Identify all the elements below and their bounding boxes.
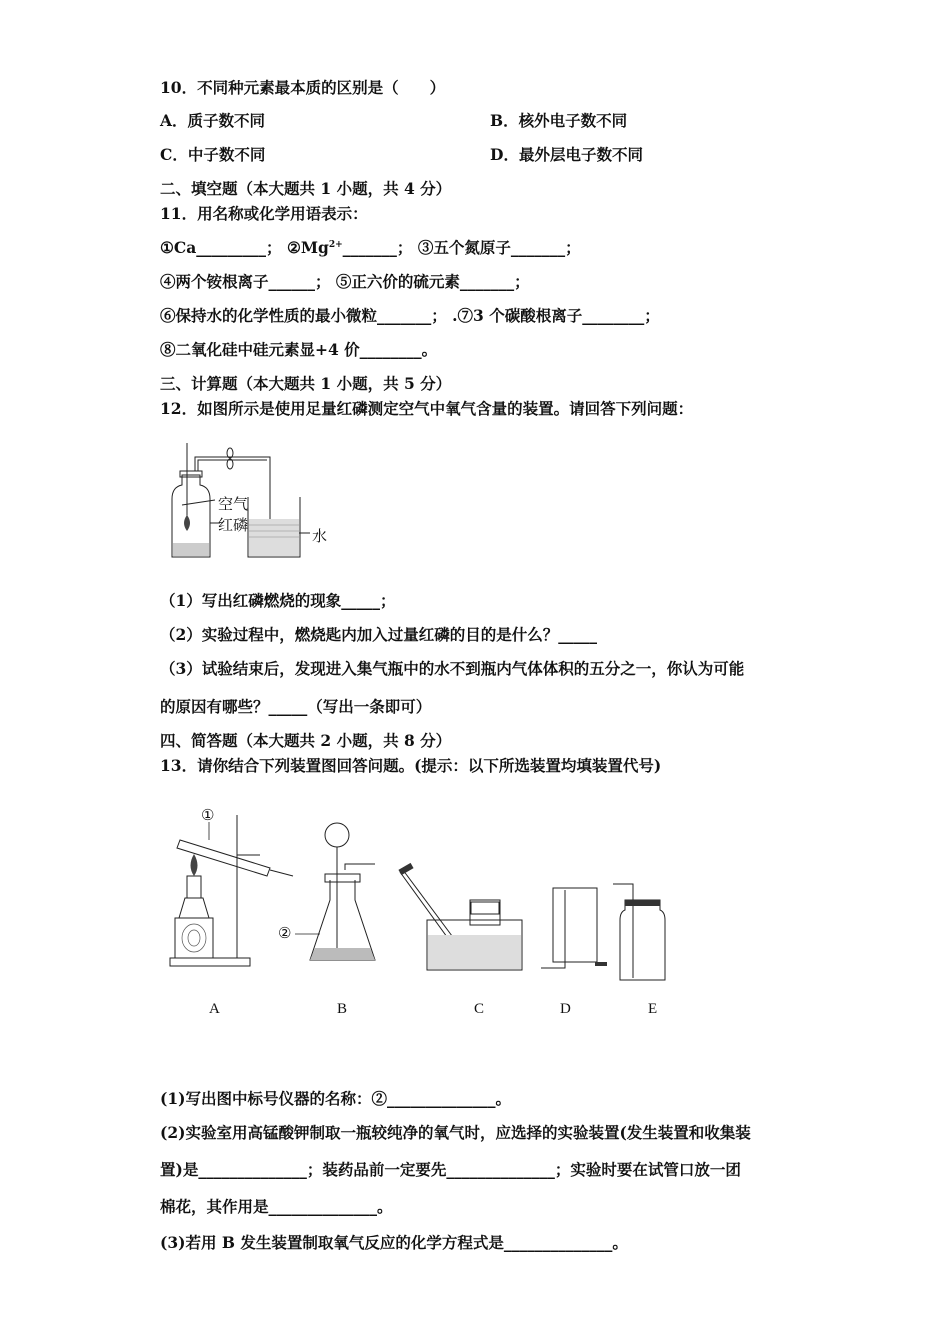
section-3-title: 三、计算题（本大题共 1 小题，共 5 分）: [160, 374, 452, 393]
mark-2: ②: [278, 926, 292, 942]
q13-part-2b: 置)是______________；装药品前一定要先______________；实验时要在试管口放一团: [160, 1160, 741, 1179]
q10-option-d: D．最外层电子数不同: [490, 145, 643, 164]
label-e: E: [648, 1001, 658, 1017]
fig-label-phosphorus: 红磷: [218, 518, 249, 534]
q11-line-2: ④两个铵根离子______； ⑤正六价的硫元素_______；: [160, 272, 530, 291]
label-a: A: [209, 1001, 220, 1017]
mark-1: ①: [201, 808, 215, 824]
fig-label-water: 水: [312, 529, 328, 545]
label-c: C: [474, 1001, 485, 1017]
q11-stem: 11．用名称或化学用语表示：: [160, 204, 368, 223]
q11-line-1: [160, 238, 581, 258]
q11-item-1: ①Ca_________；: [160, 238, 282, 257]
q13-apparatus-figure: [165, 800, 685, 980]
q12-part-3b: 的原因有哪些？_____（写出一条即可）: [160, 697, 432, 716]
q11-line-4: ⑧二氧化硅中硅元素显+4 价________。: [160, 340, 438, 359]
q11-item-2-sup: 2+: [328, 240, 343, 250]
flame-icon: [184, 515, 190, 531]
q10-option-c: C．中子数不同: [160, 145, 266, 164]
q10-option-b: B．核外电子数不同: [490, 111, 628, 130]
section-2-title: 二、填空题（本大题共 1 小题，共 4 分）: [160, 179, 452, 198]
q12-part-3a: （3）试验结束后，发现进入集气瓶中的水不到瓶内气体体积的五分之一，你认为可能: [160, 659, 745, 678]
q11-item-2-post: _______；: [342, 238, 413, 257]
label-b: B: [337, 1001, 348, 1017]
q12-apparatus-figure: [160, 435, 360, 565]
q12-stem: 12．如图所示是使用足量红磷测定空气中氧气含量的装置。请回答下列问题：: [160, 399, 694, 418]
q13-part-2c: 棉花，其作用是______________。: [160, 1197, 393, 1216]
q13-part-1: (1)写出图中标号仪器的名称：②______________。: [160, 1089, 511, 1108]
q12-part-1: （1）写出红磷燃烧的现象_____；: [160, 591, 396, 610]
fig-label-air: 空气: [218, 497, 249, 513]
section-4-title: 四、简答题（本大题共 2 小题，共 8 分）: [160, 731, 452, 750]
q13-part-3: (3)若用 B 发生装置制取氧气反应的化学方程式是______________。: [160, 1233, 628, 1252]
q11-line-3: ⑥保持水的化学性质的最小微粒_______； .⑦3 个碳酸根离子________；: [160, 306, 660, 325]
q13-part-2a: (2)实验室用高锰酸钾制取一瓶较纯净的氧气时，应选择的实验装置(发生装置和收集装: [160, 1123, 751, 1142]
q13-stem: 13．请你结合下列装置图回答问题。(提示：以下所选装置均填装置代号): [160, 756, 662, 775]
q11-item-2-pre: ②Mg: [286, 238, 329, 257]
q10-stem: 10．不同种元素最本质的区别是（ ）: [160, 78, 446, 97]
label-d: D: [560, 1001, 571, 1017]
q10-option-a: A．质子数不同: [160, 111, 266, 130]
q11-item-3: ③五个氮原子_______；: [417, 238, 581, 257]
q12-part-2: （2）实验过程中，燃烧匙内加入过量红磷的目的是什么？_____: [160, 625, 598, 644]
burner-flame-icon: [191, 854, 198, 876]
